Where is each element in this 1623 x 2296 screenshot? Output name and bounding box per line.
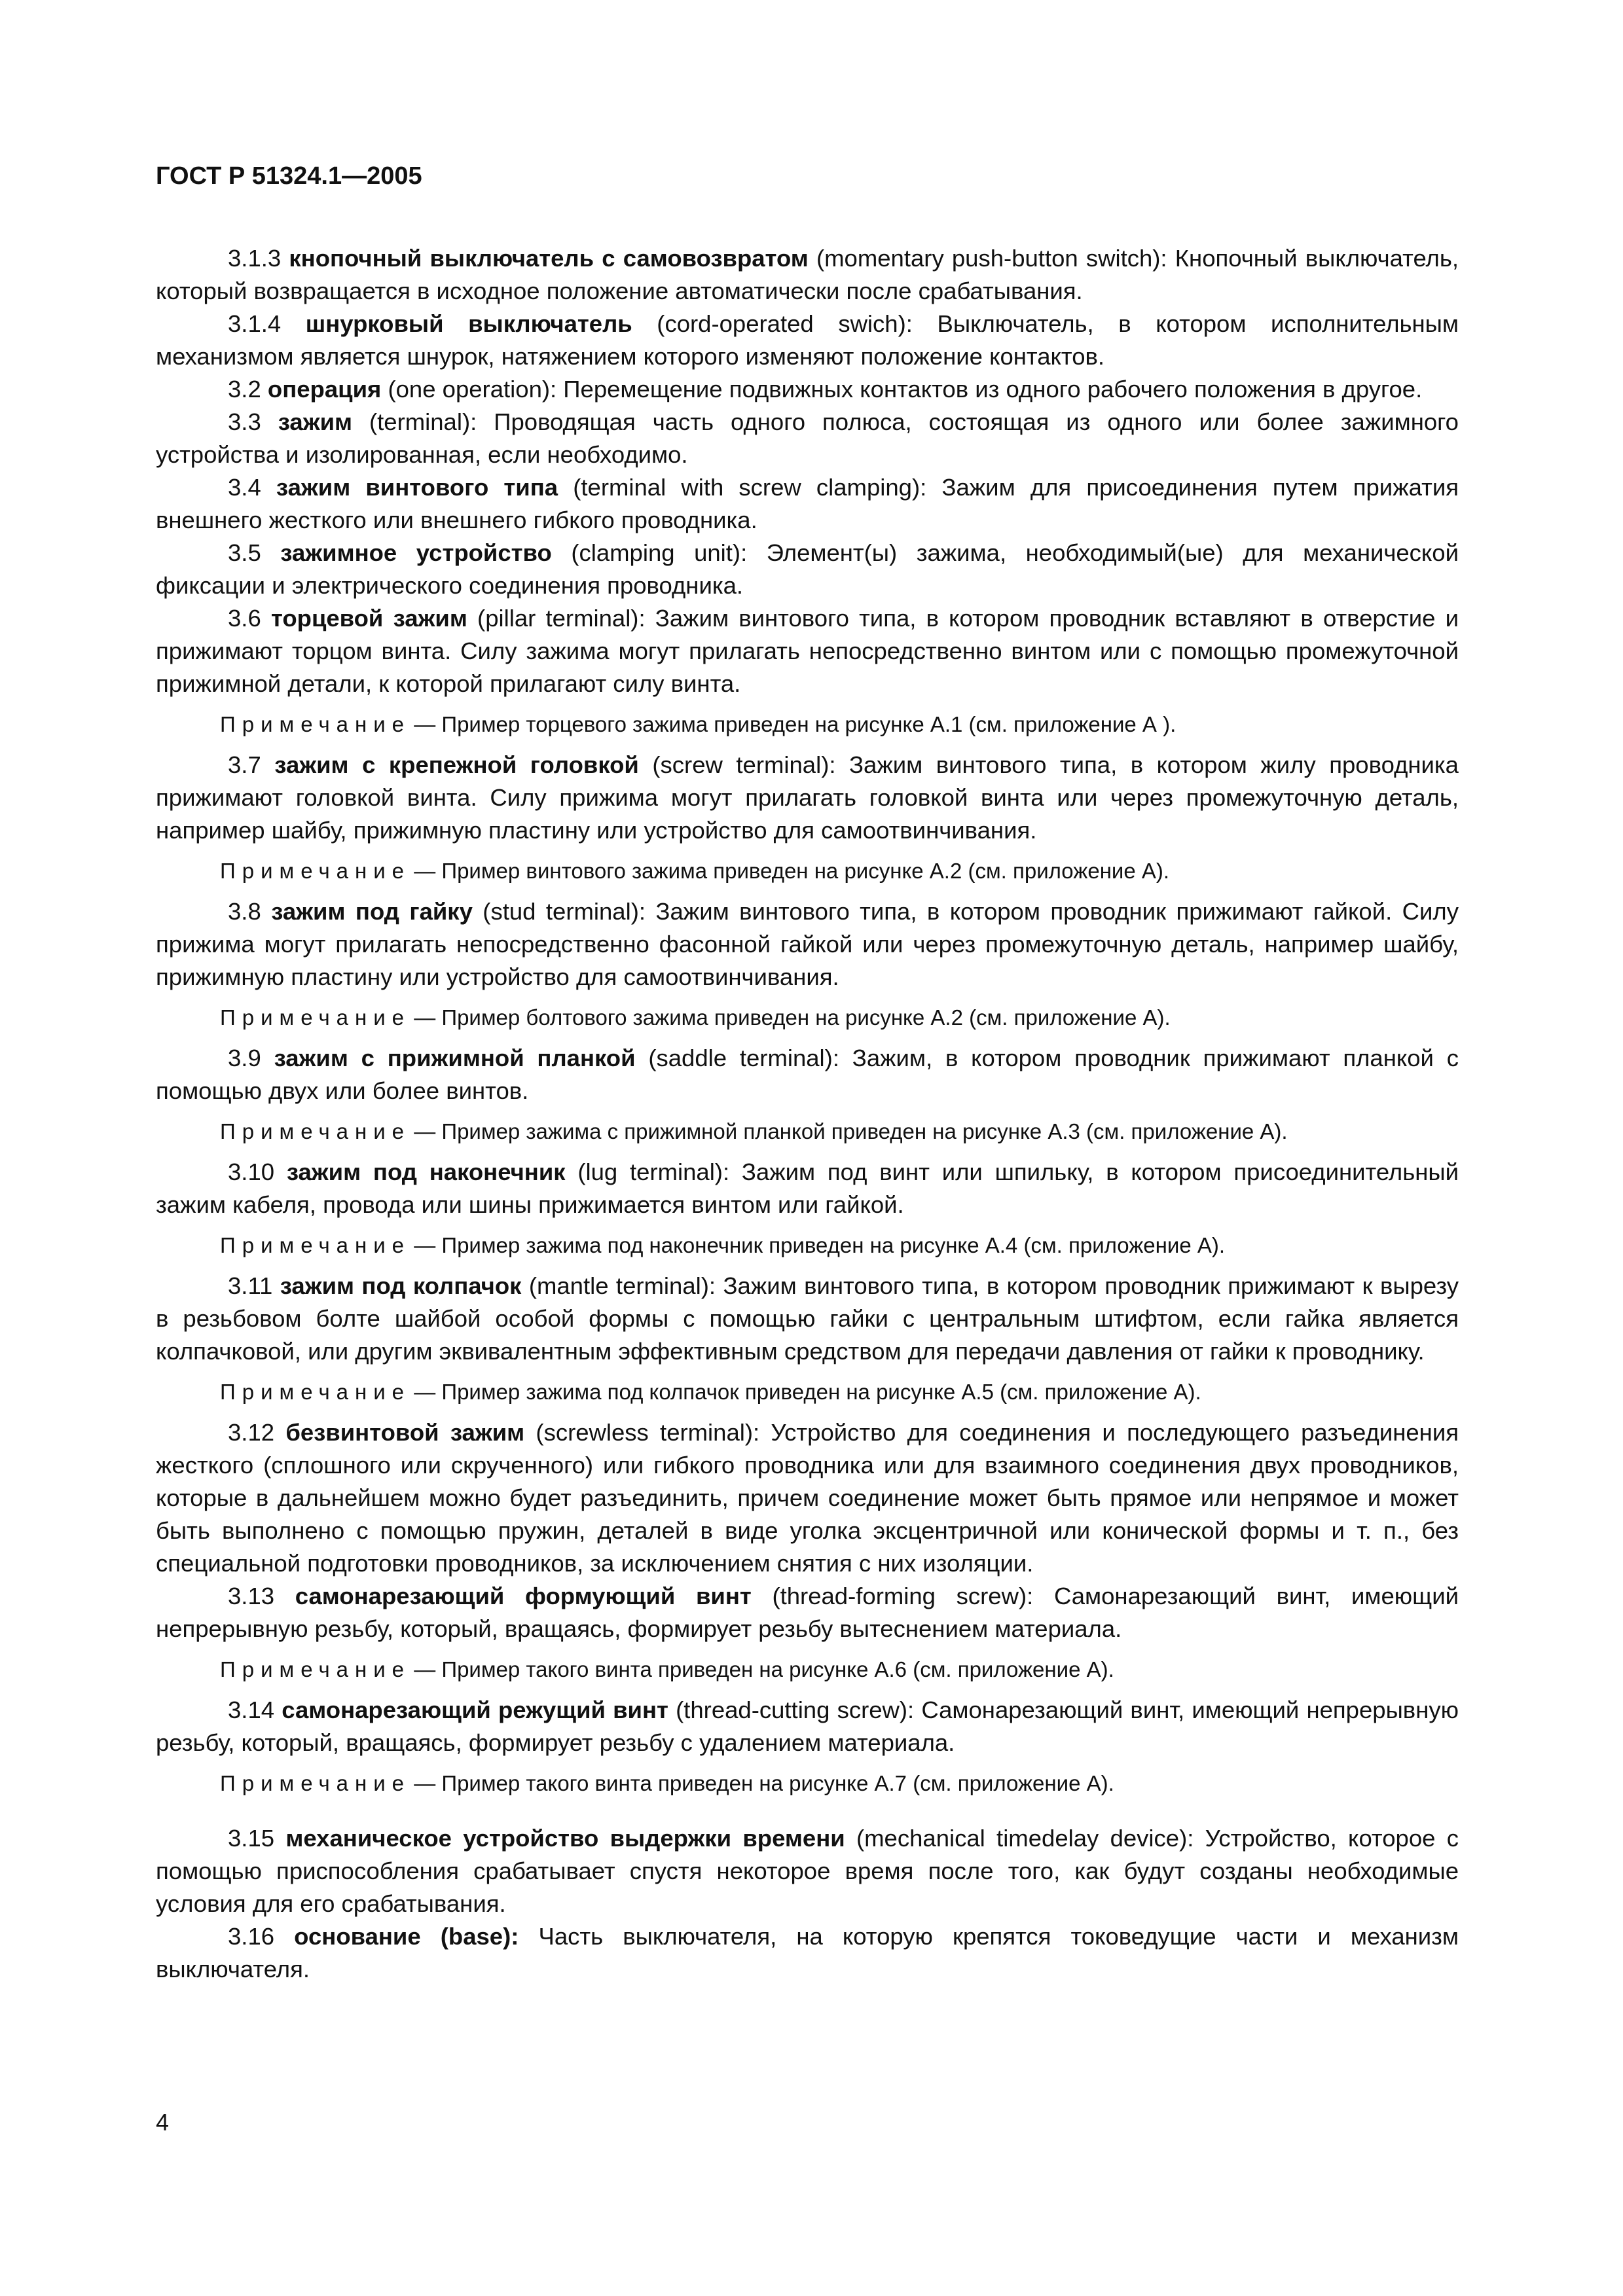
- note-text: — Пример такого винта приведен на рисунке А.6 (см. приложение А).: [414, 1657, 1114, 1681]
- entry-3-6: [156, 602, 1459, 700]
- note-label: Примечание: [220, 1005, 411, 1030]
- spacer: [156, 1808, 1459, 1822]
- entry-term: зажим с крепежной головкой: [274, 751, 639, 778]
- note-text: — Пример такого винта приведен на рисунке А.7 (см. приложение А).: [414, 1771, 1114, 1795]
- entry-text: (thread-cutting screw): Самонарезающий винт, имеющий непрерывную резьбу, который, вращаясь, формирует резьбу с удалением материала.: [156, 1696, 1459, 1756]
- entry-number: 3.9: [228, 1045, 261, 1071]
- entry-number: 3.15: [228, 1825, 275, 1852]
- document-header: ГОСТ Р 51324.1—2005: [156, 162, 422, 190]
- entry-3-2: [156, 373, 1459, 406]
- note-text: — Пример зажима с прижимной планкой приведен на рисунке А.3 (см. приложение А).: [414, 1119, 1288, 1143]
- entry-term: зажим: [278, 408, 353, 435]
- note-label: Примечание: [220, 859, 411, 883]
- entry-text: (screw terminal): Зажим винтового типа, в котором жилу проводника прижимают головкой винта. Силу прижима могут прилагать головкой винта или через промежуточную деталь, например шайбу, прижимную пластину или устройство для самоотвинчивания.: [156, 751, 1459, 844]
- entry-number: 3.5: [228, 539, 261, 566]
- entry-number: 3.12: [228, 1419, 275, 1446]
- note-3-14: [156, 1767, 1459, 1800]
- note-label: Примечание: [220, 1119, 411, 1143]
- entry-3-11: [156, 1270, 1459, 1368]
- entry-text: (mechanical timedelay device): Устройство, которое с помощью приспособления срабатывает спустя некоторое время после того, как будут созданы необходимые условия для его срабатывания.: [156, 1825, 1459, 1917]
- note-text: — Пример болтового зажима приведен на рисунке А.2 (см. приложение А).: [414, 1005, 1171, 1030]
- entry-text: Часть выключателя, на которую крепятся токоведущие части и механизм выключателя.: [156, 1923, 1459, 1982]
- entry-3-5: [156, 537, 1459, 602]
- entry-3-12: [156, 1416, 1459, 1580]
- entry-number: 3.7: [228, 751, 261, 778]
- entry-3-15: [156, 1822, 1459, 1920]
- entry-number: 3.8: [228, 898, 261, 925]
- entry-3-13: [156, 1580, 1459, 1645]
- entry-text: (pillar terminal): Зажим винтового типа, в котором проводник вставляют в отверстие и прижимают торцом винта. Силу зажима могут прилагать непосредственно винтом или с помощью промежуточной прижимной детали, к которой прилагают силу винта.: [156, 605, 1459, 697]
- note-text: — Пример зажима под колпачок приведен на рисунке А.5 (см. приложение А).: [414, 1380, 1201, 1404]
- entry-term: основание (base):: [294, 1923, 519, 1950]
- entry-number: 3.6: [228, 605, 261, 632]
- document-body: [156, 242, 1459, 1986]
- entry-term: самонарезающий режущий винт: [282, 1696, 668, 1723]
- page-number: 4: [156, 2109, 170, 2136]
- entry-number: 3.14: [228, 1696, 275, 1723]
- entry-text: (stud terminal): Зажим винтового типа, в котором проводник прижимают гайкой. Силу прижима могут прилагать непосредственно фасонной гайкой или через промежуточную деталь, например шайбу, прижимную пластину или устройство для самоотвинчивания.: [156, 898, 1459, 990]
- entry-text: (mantle terminal): Зажим винтового типа, в котором проводник прижимают к вырезу в резьбовом болте шайбой особой формы с помощью гайки с центральным штифтом, если гайка является колпачковой, или другим эквивалентным эффективным средством для передачи давления от гайки к проводнику.: [156, 1272, 1459, 1365]
- entry-term: самонарезающий формующий винт: [295, 1583, 752, 1609]
- entry-number: 3.10: [228, 1158, 275, 1185]
- entry-text: (screwless terminal): Устройство для соединения и последующего разъединения жесткого (сплошного или скрученного) или гибкого проводника или для взаимного соединения двух проводников, которые в дальнейшем можно будет разъединить, причем соединение может быть прямое или непрямое и может быть выполнено с помощью пружин, деталей в виде уголка эксцентричной или конической формы и т. п., без специальной подготовки проводников, за исключением снятия с них изоляции.: [156, 1419, 1459, 1577]
- entry-term: зажим под гайку: [271, 898, 473, 925]
- note-3-8: [156, 1001, 1459, 1034]
- entry-term: операция: [267, 376, 382, 403]
- entry-3-3: [156, 406, 1459, 471]
- entry-term: кнопочный выключатель с самовозвратом: [289, 245, 809, 272]
- note-3-11: [156, 1376, 1459, 1408]
- entry-text: (momentary push-button switch): Кнопочный выключатель, который возвращается в исходное положение автоматически после срабатывания.: [156, 245, 1459, 304]
- entry-term: шнурковый выключатель: [305, 310, 632, 337]
- entry-3-1-3: [156, 242, 1459, 308]
- note-3-7: [156, 855, 1459, 888]
- note-label: Примечание: [220, 1380, 411, 1404]
- entry-3-14: [156, 1694, 1459, 1759]
- note-3-6: [156, 708, 1459, 741]
- entry-number: 3.13: [228, 1583, 275, 1609]
- note-label: Примечание: [220, 1233, 411, 1257]
- note-text: — Пример винтового зажима приведен на рисунке А.2 (см. приложение А).: [414, 859, 1170, 883]
- entry-3-16: [156, 1920, 1459, 1986]
- entry-3-1-4: [156, 308, 1459, 373]
- entry-text: (one operation): Перемещение подвижных контактов из одного рабочего положения в другое.: [381, 376, 1423, 403]
- entry-text: (clamping unit): Элемент(ы) зажима, необходимый(ые) для механической фиксации и электрического соединения проводника.: [156, 539, 1459, 599]
- entry-term: зажим под наконечник: [286, 1158, 566, 1185]
- note-3-9: [156, 1115, 1459, 1148]
- entry-text: (lug terminal): Зажим под винт или шпильку, в котором присоединительный зажим кабеля, провода или шины прижимается винтом или гайкой.: [156, 1158, 1459, 1218]
- entry-term: зажим винтового типа: [276, 474, 558, 501]
- entry-number: 3.3: [228, 408, 261, 435]
- entry-3-10: [156, 1156, 1459, 1221]
- entry-3-4: [156, 471, 1459, 537]
- entry-3-7: [156, 749, 1459, 847]
- entry-term: безвинтовой зажим: [285, 1419, 525, 1446]
- entry-text: (saddle terminal): Зажим, в котором проводник прижимают планкой с помощью двух или более винтов.: [156, 1045, 1459, 1104]
- note-label: Примечание: [220, 1657, 411, 1681]
- entry-number: 3.1.3: [228, 245, 282, 272]
- entry-number: 3.2: [228, 376, 261, 403]
- note-text: — Пример зажима под наконечник приведен на рисунке А.4 (см. приложение А).: [414, 1233, 1226, 1257]
- note-label: Примечание: [220, 712, 411, 736]
- entry-text: (thread-forming screw): Самонарезающий винт, имеющий непрерывную резьбу, который, вращаясь, формирует резьбу вытеснением материала.: [156, 1583, 1459, 1642]
- note-text: — Пример торцевого зажима приведен на рисунке А.1 (см. приложение А ).: [414, 712, 1176, 736]
- entry-3-8: [156, 895, 1459, 994]
- entry-number: 3.16: [228, 1923, 275, 1950]
- entry-text: (cord-operated swich): Выключатель, в котором исполнительным механизмом является шнурок, натяжением которого изменяют положение контактов.: [156, 310, 1459, 370]
- entry-number: 3.11: [228, 1272, 273, 1299]
- entry-text: (terminal): Проводящая часть одного полюса, состоящая из одного или более зажимного устройства и изолированная, если необходимо.: [156, 408, 1459, 468]
- note-3-13: [156, 1653, 1459, 1686]
- entry-number: 3.1.4: [228, 310, 282, 337]
- entry-term: зажим под колпачок: [280, 1272, 522, 1299]
- note-3-10: [156, 1229, 1459, 1262]
- note-label: Примечание: [220, 1771, 411, 1795]
- entry-term: зажим с прижимной планкой: [274, 1045, 636, 1071]
- entry-term: зажимное устройство: [280, 539, 552, 566]
- entry-number: 3.4: [228, 474, 261, 501]
- entry-term: торцевой зажим: [270, 605, 467, 632]
- entry-3-9: [156, 1042, 1459, 1107]
- entry-text: (terminal with screw clamping): Зажим для присоединения путем прижатия внешнего жесткого или внешнего гибкого проводника.: [156, 474, 1459, 533]
- entry-term: механическое устройство выдержки времени: [285, 1825, 845, 1852]
